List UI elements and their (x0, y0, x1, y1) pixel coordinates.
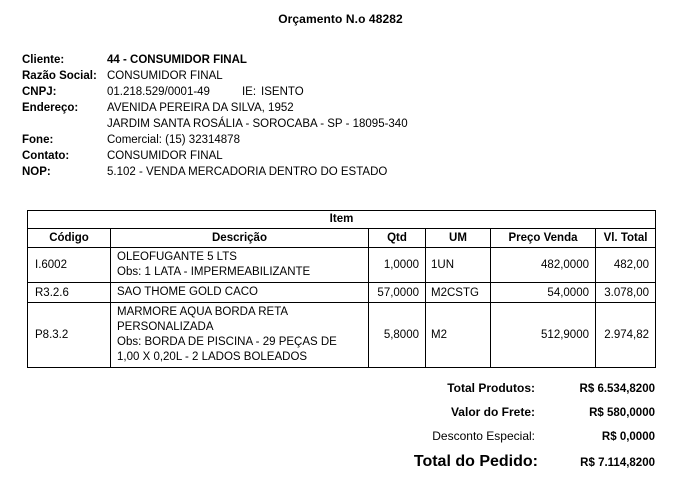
customer-label-cnpj: CNPJ: (22, 86, 57, 98)
customer-value-contato: CONSUMIDOR FINAL (107, 150, 223, 162)
cell-um: M2 (426, 303, 491, 368)
items-table (27, 210, 656, 368)
customer-row-nop (22, 164, 642, 180)
customer-label-nop: NOP: (22, 166, 51, 178)
customer-row-endereco (22, 100, 642, 116)
customer-row-contato (22, 148, 642, 164)
customer-value-razao-social: CONSUMIDOR FINAL (107, 70, 223, 82)
cell-qtd: 1,0000 (369, 248, 426, 283)
descricao-line: PERSONALIZADA (117, 321, 214, 333)
cell-vl-total: 482,00 (596, 248, 656, 283)
descricao-line: Obs: BORDA DE PISCINA - 29 PEÇAS DE (117, 336, 337, 348)
cell-codigo: R3.2.6 (28, 283, 111, 303)
table-row (28, 303, 656, 368)
customer-details-block (22, 52, 642, 180)
cell-qtd: 57,0000 (369, 283, 426, 303)
page-title: Orçamento N.o 48282 (278, 12, 403, 26)
table-row (28, 248, 656, 283)
cell-preco-venda: 54,0000 (491, 283, 596, 303)
customer-label-fone: Fone: (22, 134, 54, 146)
cell-preco-venda: 512,9000 (491, 303, 596, 368)
customer-row-razao-social (22, 68, 642, 84)
totals-row-total-pedido (355, 453, 655, 477)
customer-row-fone (22, 132, 642, 148)
totals-row-total-produtos (355, 381, 655, 405)
column-header-um: UM (426, 229, 491, 248)
customer-label-contato: Contato: (22, 150, 70, 162)
totals-label-desconto-especial: Desconto Especial: (432, 429, 535, 443)
customer-row-cnpj (22, 84, 642, 100)
cell-descricao (111, 303, 369, 368)
totals-row-desconto-especial (355, 429, 655, 453)
customer-value-fone: Comercial: (15) 32314878 (107, 134, 240, 146)
column-header-descricao: Descrição (111, 229, 369, 248)
customer-row-endereco-line2 (22, 116, 642, 132)
totals-label-total-pedido: Total do Pedido: (413, 453, 538, 470)
cell-um: M2CSTG (426, 283, 491, 303)
totals-label-valor-frete: Valor do Frete: (450, 405, 535, 419)
descricao-line: MARMORE AQUA BORDA RETA (117, 306, 289, 318)
totals-label-total-produtos: Total Produtos: (447, 381, 535, 395)
customer-label-endereco: Endereço: (22, 102, 79, 114)
totals-value-total-produtos: R$ 6.534,8200 (579, 383, 655, 395)
cell-um: 1UN (426, 248, 491, 283)
column-header-vl-total: Vl. Total (596, 229, 656, 248)
customer-value-endereco: AVENIDA PEREIRA DA SILVA, 1952 (107, 102, 294, 114)
descricao-line: SAO THOME GOLD CACO (117, 286, 259, 298)
customer-value-ie: ISENTO (261, 86, 304, 98)
cell-vl-total: 3.078,00 (596, 283, 656, 303)
customer-label-cliente: Cliente: (22, 54, 65, 66)
totals-row-valor-frete (355, 405, 655, 429)
items-table-column-header-row (28, 229, 656, 248)
customer-label-razao-social: Razão Social: (22, 70, 97, 82)
descricao-line: 1,00 X 0,20L - 2 LADOS BOLEADOS (117, 351, 308, 363)
column-header-preco-venda: Preço Venda (491, 229, 596, 248)
column-header-codigo: Código (28, 229, 111, 248)
totals-value-valor-frete: R$ 580,0000 (589, 407, 655, 419)
customer-value-nop: 5.102 - VENDA MERCADORIA DENTRO DO ESTADO (107, 166, 388, 178)
totals-value-total-pedido: R$ 7.114,8200 (580, 457, 655, 469)
cell-codigo: P8.3.2 (28, 303, 111, 368)
descricao-line: Obs: 1 LATA - IMPERMEABILIZANTE (117, 266, 311, 278)
cell-descricao (111, 248, 369, 283)
customer-value-cnpj-group (107, 84, 304, 100)
items-table-group-header: Item (28, 211, 656, 229)
cell-codigo: I.6002 (28, 248, 111, 283)
cell-descricao (111, 283, 369, 303)
descricao-line: OLEOFUGANTE 5 LTS (117, 251, 237, 263)
customer-value-cliente: 44 - CONSUMIDOR FINAL (107, 54, 247, 66)
totals-block (355, 381, 655, 477)
cell-preco-venda: 482,0000 (491, 248, 596, 283)
customer-value-cnpj: 01.218.529/0001-49 (107, 86, 210, 98)
customer-value-endereco-line2: JARDIM SANTA ROSÁLIA - SOROCABA - SP - 18095-340 (107, 118, 408, 130)
table-row (28, 283, 656, 303)
cell-qtd: 5,8000 (369, 303, 426, 368)
cell-vl-total: 2.974,82 (596, 303, 656, 368)
customer-label-ie: IE: (241, 86, 257, 98)
items-table-group-header-row (28, 211, 656, 229)
totals-value-desconto-especial: R$ 0,0000 (601, 431, 655, 443)
customer-row-cliente (22, 52, 642, 68)
column-header-qtd: Qtd (369, 229, 426, 248)
